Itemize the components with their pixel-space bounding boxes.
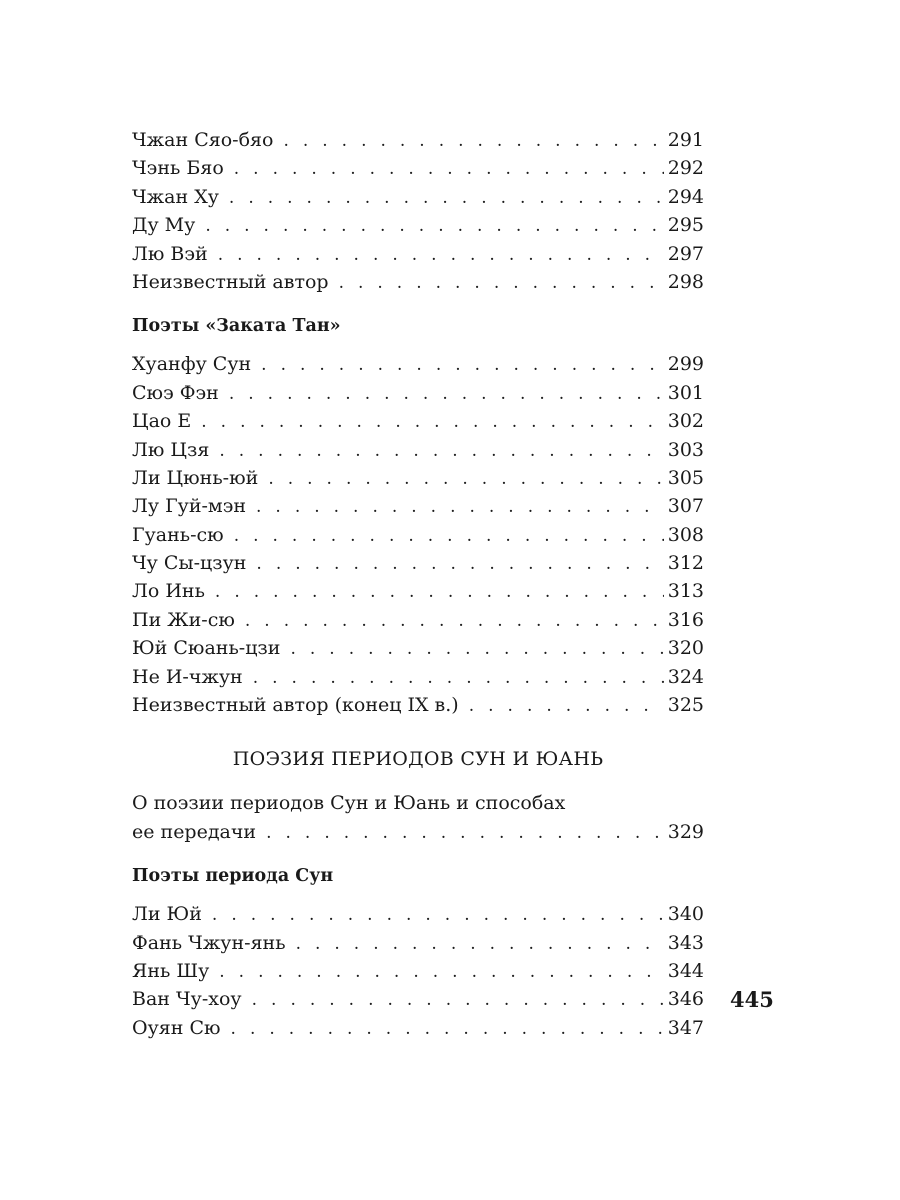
entry-title: Ду Му bbox=[132, 214, 196, 237]
entry-title: Юй Сюань-цзи bbox=[132, 637, 281, 660]
toc-block-2 bbox=[132, 350, 704, 719]
entry-page: 291 bbox=[667, 129, 704, 151]
entry-page: 294 bbox=[667, 185, 704, 208]
entry-page: 316 bbox=[667, 608, 704, 631]
entry-page: 302 bbox=[667, 410, 704, 433]
entry-title: Ло Инь bbox=[132, 580, 205, 603]
leader-dots bbox=[218, 241, 664, 269]
toc-entry bbox=[132, 492, 704, 520]
leader-dots bbox=[219, 437, 663, 465]
leader-dots bbox=[229, 380, 664, 408]
leader-dots bbox=[234, 155, 664, 183]
entry-title: Фань Чжун-янь bbox=[132, 931, 286, 954]
entry-title: Лу Гуй-мэн bbox=[132, 495, 246, 518]
entry-title: Гуань-сю bbox=[132, 523, 224, 546]
entry-title-line2: ее передачи bbox=[132, 820, 257, 843]
entry-title: Лю Вэй bbox=[132, 242, 208, 265]
leader-dots bbox=[219, 958, 663, 986]
entry-title: Цао Е bbox=[132, 410, 192, 433]
entry-title: Хуанфу Сун bbox=[132, 353, 252, 376]
entry-title: Лю Цзя bbox=[132, 438, 210, 461]
leader-dots bbox=[234, 522, 664, 550]
entry-page: 340 bbox=[667, 903, 704, 926]
entry-page: 343 bbox=[667, 931, 704, 954]
leader-dots bbox=[256, 550, 663, 578]
leader-dots bbox=[283, 127, 663, 155]
toc-entry bbox=[132, 929, 704, 957]
leader-dots bbox=[252, 986, 664, 1014]
entry-page: 298 bbox=[667, 270, 704, 293]
entry-title: Чэнь Бяо bbox=[132, 157, 224, 180]
leader-dots bbox=[256, 493, 664, 521]
leader-dots bbox=[245, 607, 664, 635]
entry-page: 324 bbox=[667, 665, 704, 688]
entry-page: 305 bbox=[667, 466, 704, 489]
toc-entry bbox=[132, 521, 704, 549]
leader-dots bbox=[215, 578, 664, 606]
leader-dots bbox=[212, 901, 664, 929]
toc-entry bbox=[132, 663, 704, 691]
entry-page: 295 bbox=[667, 214, 704, 237]
entry-title: Неизвестный автор (конец IX в.) bbox=[132, 694, 459, 717]
leader-dots bbox=[229, 184, 664, 212]
toc-entry bbox=[132, 577, 704, 605]
leader-dots bbox=[205, 212, 663, 240]
toc-block-1 bbox=[132, 126, 704, 296]
toc-entry bbox=[132, 957, 704, 985]
entry-title: Оуян Сю bbox=[132, 1016, 221, 1039]
toc-entry bbox=[132, 183, 704, 211]
toc-entry bbox=[132, 436, 704, 464]
toc-entry bbox=[132, 154, 704, 182]
toc-entry bbox=[132, 240, 704, 268]
entry-page: 312 bbox=[667, 552, 704, 575]
entry-title: Чжан Ху bbox=[132, 185, 219, 208]
toc-entry bbox=[132, 350, 704, 378]
toc-entry bbox=[132, 606, 704, 634]
subheading-late-tang-poets: Поэты «Заката Тан» bbox=[132, 316, 341, 337]
toc-entry bbox=[132, 464, 704, 492]
toc-entry bbox=[132, 268, 704, 296]
entry-title: Чу Сы-цзун bbox=[132, 552, 247, 575]
entry-title: Ван Чу-хоу bbox=[132, 988, 242, 1011]
toc-block-3 bbox=[132, 900, 704, 1042]
leader-dots bbox=[201, 408, 663, 436]
entry-title: Ли Цюнь-юй bbox=[132, 466, 259, 489]
leader-dots bbox=[261, 351, 664, 379]
entry-page: 307 bbox=[667, 495, 704, 518]
entry-page: 346 bbox=[667, 988, 704, 1011]
entry-page: 297 bbox=[667, 242, 704, 265]
entry-page: 301 bbox=[667, 381, 704, 404]
toc-entry bbox=[132, 818, 704, 846]
entry-page: 329 bbox=[667, 820, 704, 843]
leader-dots bbox=[266, 819, 664, 847]
entry-page: 347 bbox=[667, 1016, 704, 1039]
toc-entry bbox=[132, 900, 704, 928]
leader-dots bbox=[296, 930, 664, 958]
section-title: ПОЭЗИЯ ПЕРИОДОВ СУН И ЮАНЬ bbox=[232, 748, 604, 771]
entry-page: 320 bbox=[667, 637, 704, 660]
entry-title: Сюэ Фэн bbox=[132, 381, 219, 404]
toc-entry bbox=[132, 407, 704, 435]
leader-dots bbox=[290, 635, 663, 663]
toc-entry bbox=[132, 379, 704, 407]
entry-title: Янь Шу bbox=[132, 959, 210, 982]
entry-title: Пи Жи-сю bbox=[132, 608, 235, 631]
entry-page: 313 bbox=[667, 580, 704, 603]
toc-entry bbox=[132, 211, 704, 239]
entry-title: Не И-чжун bbox=[132, 665, 243, 688]
entry-title: Ли Юй bbox=[132, 903, 202, 926]
leader-dots bbox=[253, 664, 664, 692]
toc-entry bbox=[132, 1014, 704, 1042]
toc-entry bbox=[132, 691, 704, 719]
subheading-song-poets: Поэты периода Сун bbox=[132, 866, 334, 887]
toc-entry bbox=[132, 126, 704, 154]
entry-page: 308 bbox=[667, 523, 704, 546]
leader-dots bbox=[339, 269, 664, 297]
entry-page: 299 bbox=[667, 353, 704, 376]
leader-dots bbox=[469, 692, 664, 720]
entry-page: 344 bbox=[667, 959, 704, 982]
entry-page: 303 bbox=[667, 438, 704, 461]
toc-entry bbox=[132, 985, 704, 1013]
toc-entry bbox=[132, 549, 704, 577]
entry-page: 325 bbox=[667, 694, 704, 717]
table-of-contents bbox=[132, 126, 704, 1042]
leader-dots bbox=[231, 1015, 664, 1043]
entry-title: Чжан Сяо-бяо bbox=[132, 129, 274, 151]
leader-dots bbox=[268, 465, 663, 493]
toc-entry bbox=[132, 634, 704, 662]
toc-entry-intro bbox=[132, 789, 704, 846]
entry-title-line1: О поэзии периодов Сун и Юань и способах bbox=[132, 792, 566, 815]
entry-page: 292 bbox=[667, 157, 704, 180]
page-number: 445 bbox=[730, 987, 774, 1012]
entry-title: Неизвестный автор bbox=[132, 270, 329, 293]
